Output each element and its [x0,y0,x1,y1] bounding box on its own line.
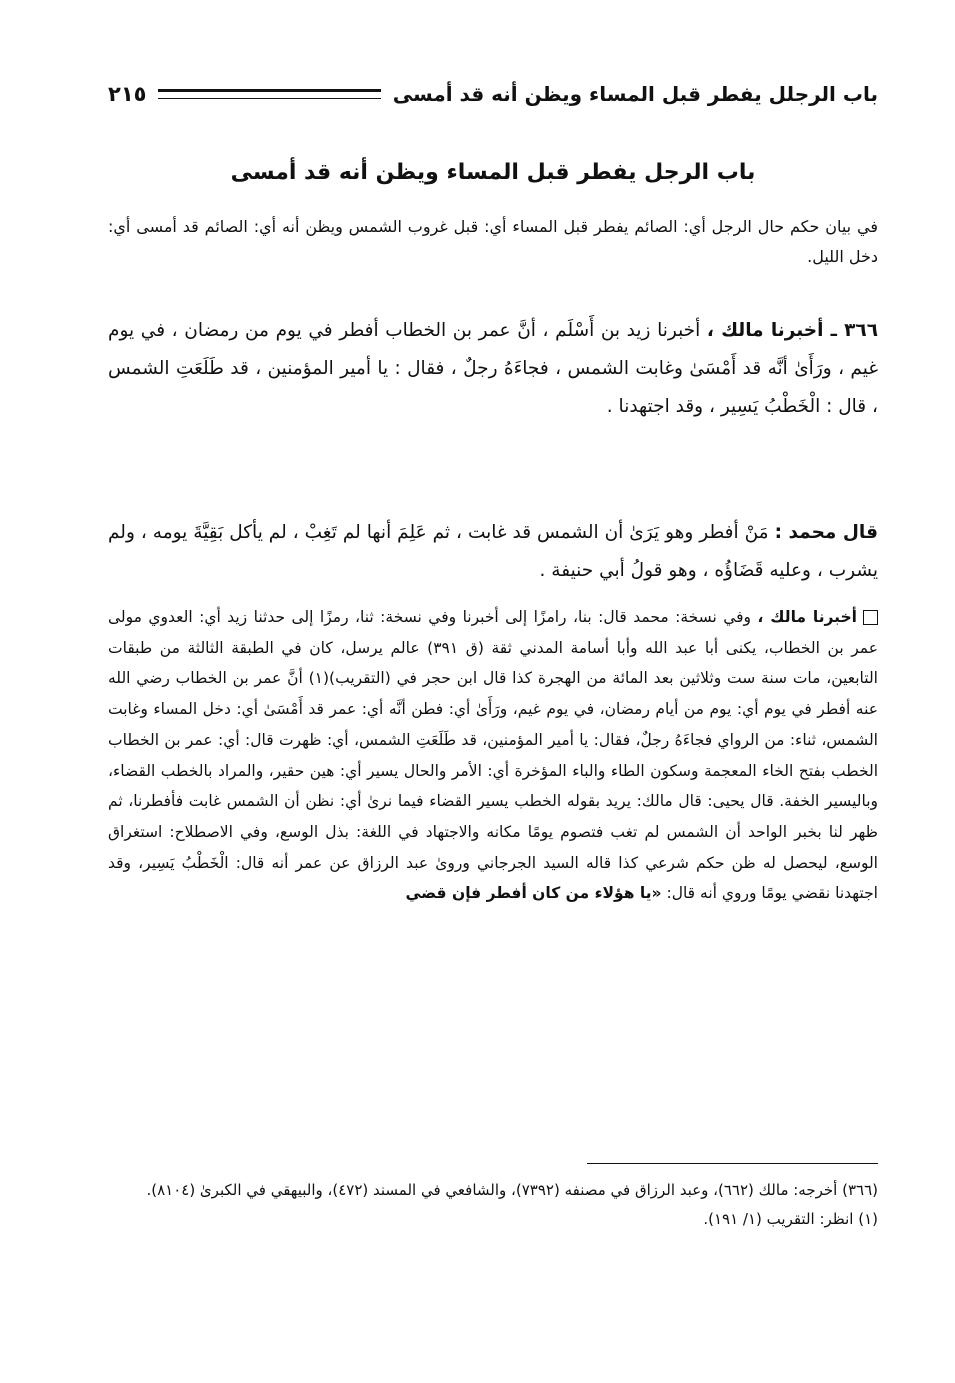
hadith-paragraph [108,312,878,426]
hadith-366 [108,312,878,426]
square-marker-icon [863,610,878,625]
footnote-item: (٣٦٦) أخرجه: مالك (٦٦٢)، وعبد الرزاق في مصنفه (٧٣٩٢)، والشافعي في المسند (٤٧٢)، والبيهقي في الكبرىٰ (٨١٠٤). [146,1181,878,1199]
chapter-title: باب الرجل يفطر قبل المساء ويظن أنه قد أمسى [230,160,756,185]
commentary [108,602,878,909]
commentary-lead: أخبرنا مالك ، [757,608,857,626]
qawl-paragraph [108,514,878,590]
commentary-tail: «يا هؤلاء من كان أفطر فإن قضي [405,884,662,903]
running-header [108,72,878,116]
qawl-lead: قال محمد : [774,522,878,543]
commentary-paragraph [108,602,878,909]
running-title: باب الرجلل يفطر قبل المساء ويظن أنه قد أمسى [392,82,878,106]
qawl-muhammad [108,514,878,590]
commentary-text: وفي نسخة: محمد قال: بنا، رامزًا إلى أخبرنا وفي نسخة: ثنا، رمزًا إلى حدثنا زيد أي: العدوي مولى عمر بن الخطاب، يكنى أبا عبد الله وأبا أسامة المدني ثقة (ق ٣٩١) عالم يرسل، كان في الطبقة الثالثة من طبقات التابعين، مات سنة ست وثلاثين بعد المائة من الهجرة كذا قال ابن حجر في (التقريب)(١) أنَّ عمر بن الخطاب رضي الله عنه أفطر في يوم أي: يوم من أيام رمضان، في يوم غيم، ورَأَىٰ أي: فطن أنَّه أي: عمر قد أَمْسَىٰ أي: دخل المساء وغابت الشمس، ثناء: من الرواي فجاءَهُ رجلٌ، فقال: يا أمير المؤمنين، قد طَلَعَتِ الشمس، أي: ظهرت قال: أي: عمر بن الخطاب الخطب بفتح الخاء المعجمة وسكون الطاء والباء المؤخرة أي: الأمر والحال يسير أي: هين حقير، والمراد بالخطب القضاء، وباليسير الخفة. قال يحيى: قال مالك: يريد بقوله الخطب يسير القضاء فيما نرىٰ أي: نظن أن الشمس غابت فأفطرنا، ثم ظهر لنا بخبر الواحد أن الشمس لم تغب فتصوم يومًا مكانه والاجتهاد في اللغة: بذل الوسع، وفي الاصطلاح: استغراق الوسع، ليحصل له ظن حكم شرعي كذا قاله السيد الجرجاني وروىٰ عبد الرزاق عن عمر أنه قال: الْخَطْبُ يَسِير، وقد اجتهدنا نقضي يومًا وروي أنه قال: [108,608,878,903]
intro-text: في بيان حكم حال الرجل أي: الصائم يفطر قبل المساء أي: قبل غروب الشمس ويظن أنه أي: الصائم قد أمسى أي: دخل الليل. [108,217,878,266]
hadith-text: أخبرنا زيد بن أَسْلَم ، أنَّ عمر بن الخطاب أفطر في يوم من رمضان ، في يوم غيم ، ورَأَىٰ أنَّه قد أَمْسَىٰ وغابت الشمس ، فجاءَهُ رجلٌ ، فقال : يا أمير المؤمنين ، قد طَلَعَتِ الشمس ، قال : الْخَطْبُ يَسِير ، وقد اجتهدنا . [108,320,878,417]
footnote-separator [587,1163,878,1164]
qawl-text: مَنْ أفطر وهو يَرَىٰ أن الشمس قد غابت ، ثم عَلِمَ أنها لم تَغِبْ ، لم يأكل بَقِيَّةَ يومه ، ولم يشرب ، وعليه قَضَاؤُه ، وهو قولُ أبي حنيفة . [108,522,878,581]
footnotes [108,1176,878,1233]
page-number: ٢١٥ [108,82,147,106]
footnote-item: (١) انظر: التقريب (١/ ١٩١). [703,1209,878,1228]
hadith-lead: ٣٦٦ ـ أخبرنا مالك ، [706,320,878,341]
chapter-intro [108,212,878,272]
header-rule [158,89,380,99]
